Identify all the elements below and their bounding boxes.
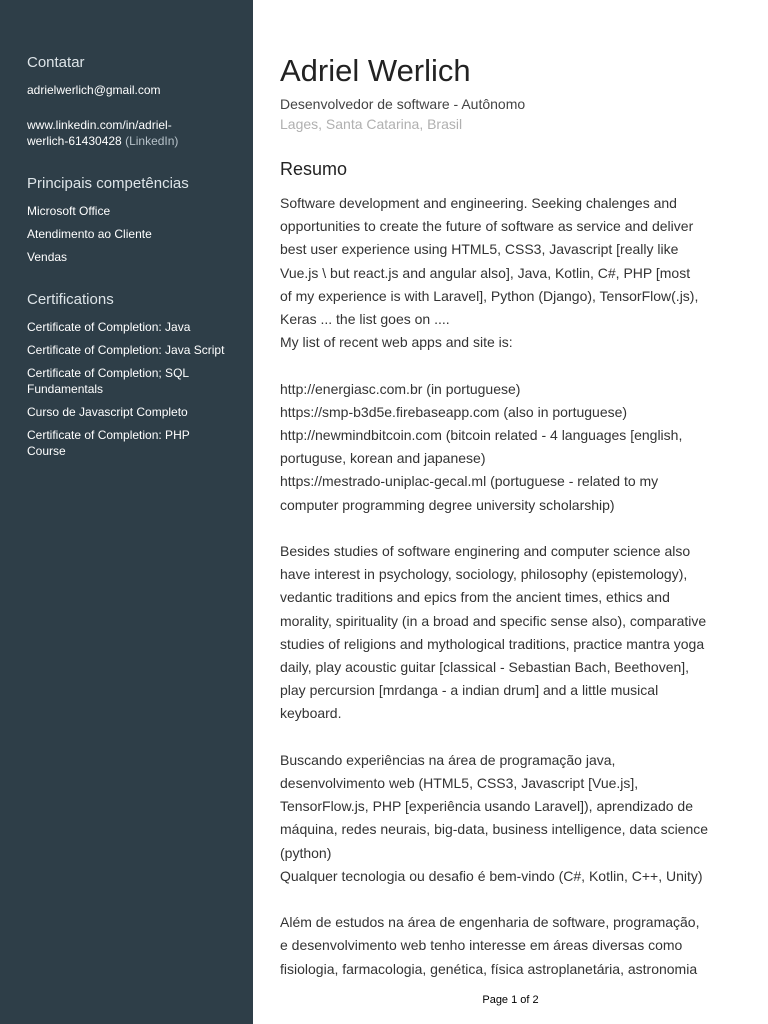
- summary-body: [280, 192, 742, 981]
- email-link[interactable]: adrielwerlich@gmail.com: [27, 83, 161, 97]
- skill-item: Atendimento ao Cliente: [27, 227, 152, 241]
- summary-line: vedantic traditions and epics from the ancient times, ethics and: [280, 589, 670, 606]
- skills-heading: Principais competências: [27, 175, 189, 192]
- summary-line: [280, 888, 742, 911]
- summary-line: play percursion [mrdanga - a indian drum] and a little musical: [280, 682, 659, 699]
- summary-line: https://mestrado-uniplac-gecal.ml (portuguese - related to my: [280, 473, 659, 490]
- summary-line: Vue.js \ but react.js and angular also], Java, Kotlin, C#, PHP [most: [280, 264, 691, 281]
- summary-line: computer programming degree university scholarship): [280, 496, 615, 513]
- main-content: [280, 52, 742, 981]
- summary-line: keyboard.: [280, 705, 342, 722]
- linkedin-link[interactable]: [27, 117, 233, 149]
- certifications-heading: Certifications: [27, 291, 114, 308]
- summary-line: studies of religions and mythological traditions, practice mantra yoga: [280, 635, 705, 652]
- profile-location: Lages, Santa Catarina, Brasil: [280, 116, 463, 132]
- summary-line: best user experience using HTML5, CSS3, Javascript [really like: [280, 241, 679, 258]
- certification-item: Certificate of Completion: Java Script: [27, 343, 225, 357]
- contact-section: [27, 54, 233, 149]
- summary-line: My list of recent web apps and site is:: [280, 334, 513, 351]
- certification-item: Certificate of Completion: Java: [27, 320, 191, 334]
- skill-item: Microsoft Office: [27, 204, 111, 218]
- certification-item: Curso de Javascript Completo: [27, 405, 188, 419]
- contact-heading: Contatar: [27, 54, 85, 71]
- summary-line: of my experience is with Laravel], Python (Django), TensorFlow(.js),: [280, 287, 699, 304]
- summary-line: desenvolvimento web (HTML5, CSS3, Javascript [Vue.js],: [280, 775, 639, 792]
- summary-line: [280, 726, 742, 749]
- summary-line: portuguse, korean and japanese): [280, 450, 486, 467]
- certification-item: Certificate of Completion; SQL Fundamentals: [27, 366, 190, 396]
- summary-line: [280, 354, 742, 377]
- summary-line: (python): [280, 844, 332, 861]
- certification-item: Certificate of Completion: PHP Course: [27, 428, 190, 458]
- linkedin-label: (LinkedIn): [121, 134, 179, 148]
- summary-line: https://smp-b3d5e.firebaseapp.com (also in portuguese): [280, 403, 628, 420]
- skill-item: Vendas: [27, 250, 68, 264]
- summary-line: Software development and engineering. Seeking chalenges and: [280, 195, 677, 211]
- summary-line: http://energiasc.com.br (in portuguese): [280, 380, 521, 397]
- linkedin-url-line1: www.linkedin.com/in/adriel-: [27, 118, 172, 132]
- summary-line: Qualquer tecnologia ou desafio é bem-vindo (C#, Kotlin, C++, Unity): [280, 867, 703, 884]
- summary-line: e desenvolvimento web tenho interesse em áreas diversas como: [280, 937, 683, 954]
- summary-heading: Resumo: [280, 159, 348, 179]
- summary-line: have interest in psychology, sociology, philosophy (epistemology),: [280, 566, 688, 583]
- summary-line: Keras ... the list goes on ....: [280, 311, 450, 328]
- summary-line: Além de estudos na área de engenharia de software, programação,: [280, 914, 700, 931]
- summary-line: daily, play acoustic guitar [classical - Sebastian Bach, Beethoven],: [280, 659, 690, 676]
- summary-line: Buscando experiências na área de programação java,: [280, 751, 616, 768]
- certifications-section: [27, 291, 233, 459]
- page-number: Page 1 of 2: [482, 994, 539, 1006]
- summary-line: morality, spirituality (in a broad and specific sense also), comparative: [280, 612, 707, 629]
- summary-line: fisiologia, farmacologia, genética, física astroplanetária, astronomia: [280, 960, 698, 977]
- summary-line: TensorFlow.js, PHP [experiência usando Laravel]), aprendizado de: [280, 798, 693, 815]
- summary-line: [280, 517, 742, 540]
- summary-line: Besides studies of software enginering and computer science also: [280, 543, 691, 560]
- linkedin-url-line2: werlich-61430428: [27, 134, 122, 148]
- summary-line: opportunities to create the future of software as service and deliver: [280, 218, 694, 235]
- summary-line: máquina, redes neurais, big-data, business intelligence, data science: [280, 821, 709, 838]
- profile-headline: Desenvolvedor de software - Autônomo: [280, 96, 526, 112]
- profile-name: Adriel Werlich: [280, 53, 471, 88]
- skills-section: [27, 175, 233, 265]
- summary-line: http://newmindbitcoin.com (bitcoin related - 4 languages [english,: [280, 427, 683, 444]
- sidebar: [0, 0, 253, 1024]
